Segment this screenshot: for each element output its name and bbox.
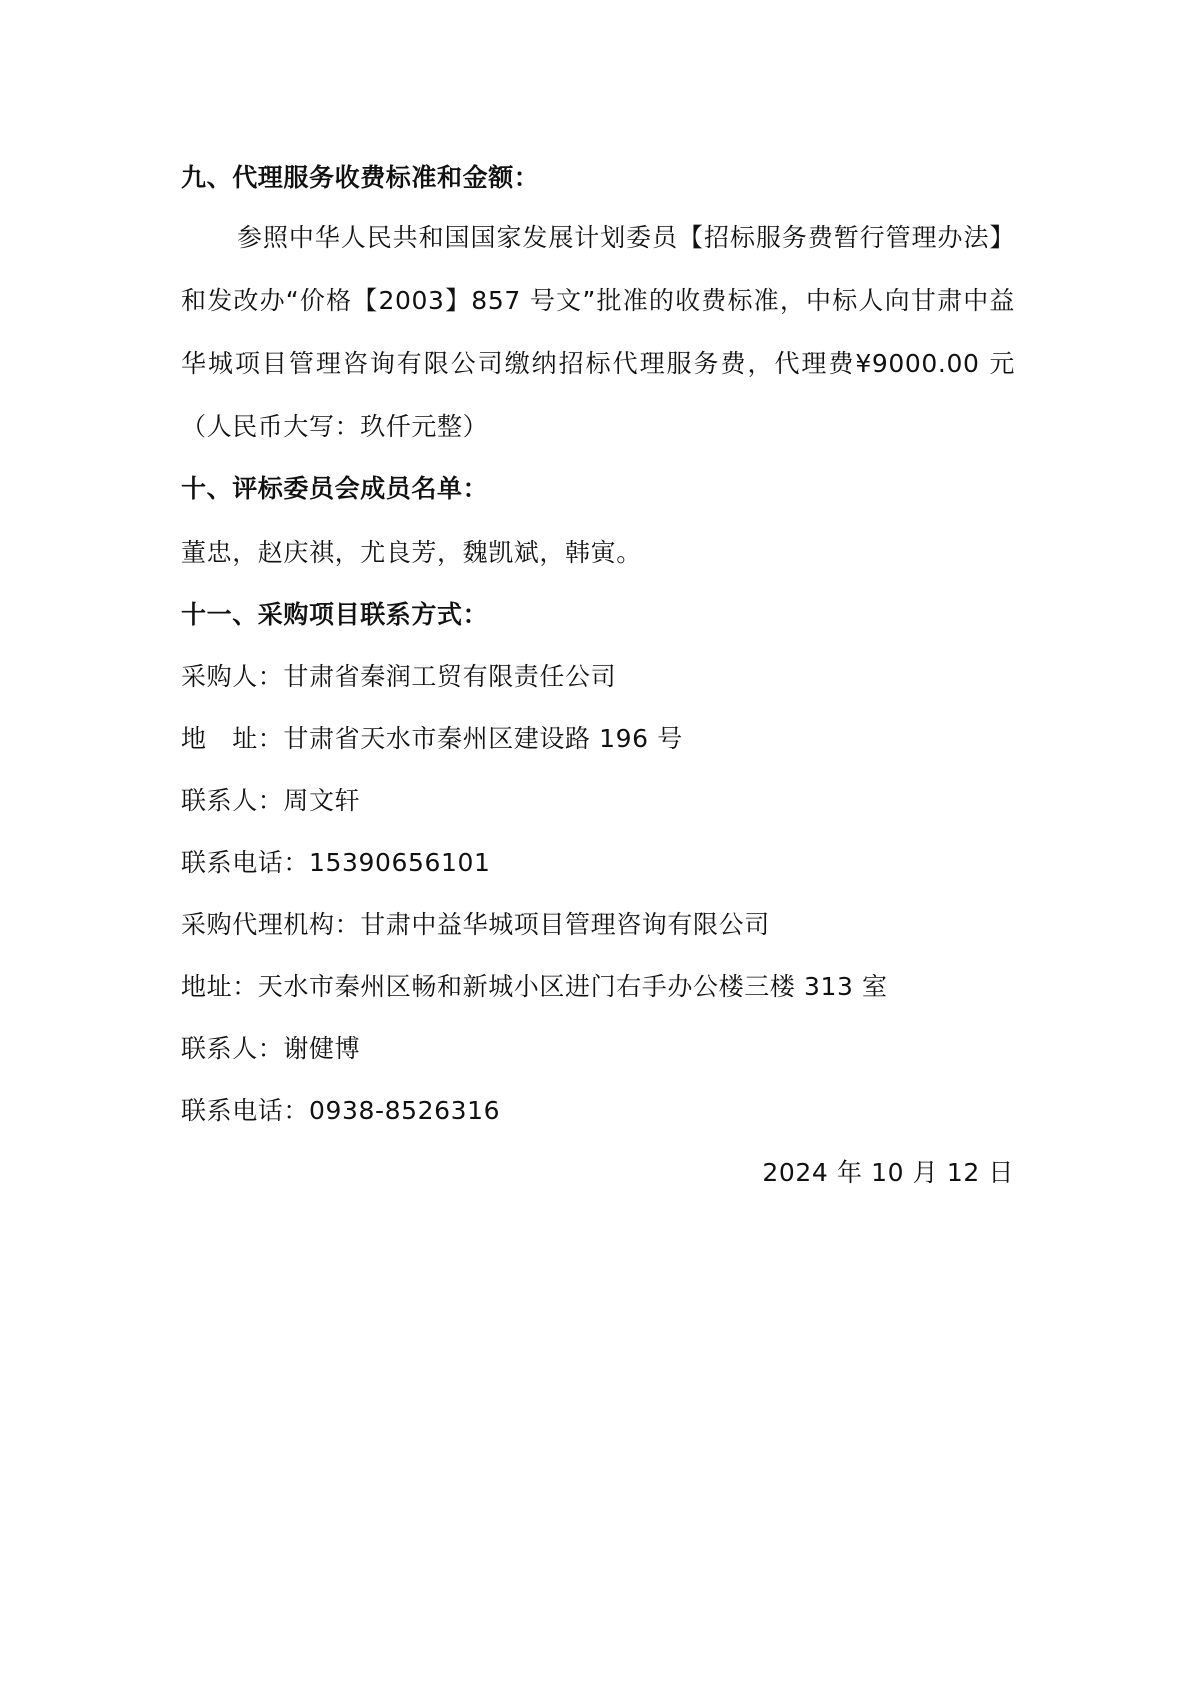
agency-name: 采购代理机构：甘肃中益华城项目管理咨询有限公司: [181, 910, 770, 939]
agency-phone: 联系电话：0938-8526316: [181, 1096, 501, 1125]
purchaser-contact: 联系人：周文轩: [181, 786, 361, 815]
section-11-heading: 十一、采购项目联系方式：: [181, 600, 489, 629]
section-9-body: 参照中华人民共和国国家发展计划委员【招标服务费暂行管理办法】和发改办“价格【2003】857 号文”批准的收费标准，中标人向甘肃中益华城项目管理咨询有限公司缴纳招标代理服务费，代理费¥9000.00 元（人民币大写：玖仟元整）: [181, 223, 1015, 441]
document-date: 2024 年 10 月 12 日: [762, 1158, 1014, 1187]
committee-members: 董忠，赵庆祺，尤良芳，魏凯斌，韩寅。: [181, 538, 642, 567]
purchaser-phone: 联系电话：15390656101: [181, 848, 491, 877]
section-9-heading: 九、代理服务收费标准和金额：: [181, 163, 540, 192]
agency-contact: 联系人：谢健博: [181, 1034, 361, 1063]
section-10-heading: 十、评标委员会成员名单：: [181, 474, 489, 503]
purchaser-name: 采购人：甘肃省秦润工贸有限责任公司: [181, 662, 617, 691]
purchaser-address: 地 址：甘肃省天水市秦州区建设路 196 号: [181, 724, 683, 753]
agency-address: 地址：天水市秦州区畅和新城小区进门右手办公楼三楼 313 室: [181, 972, 888, 1001]
